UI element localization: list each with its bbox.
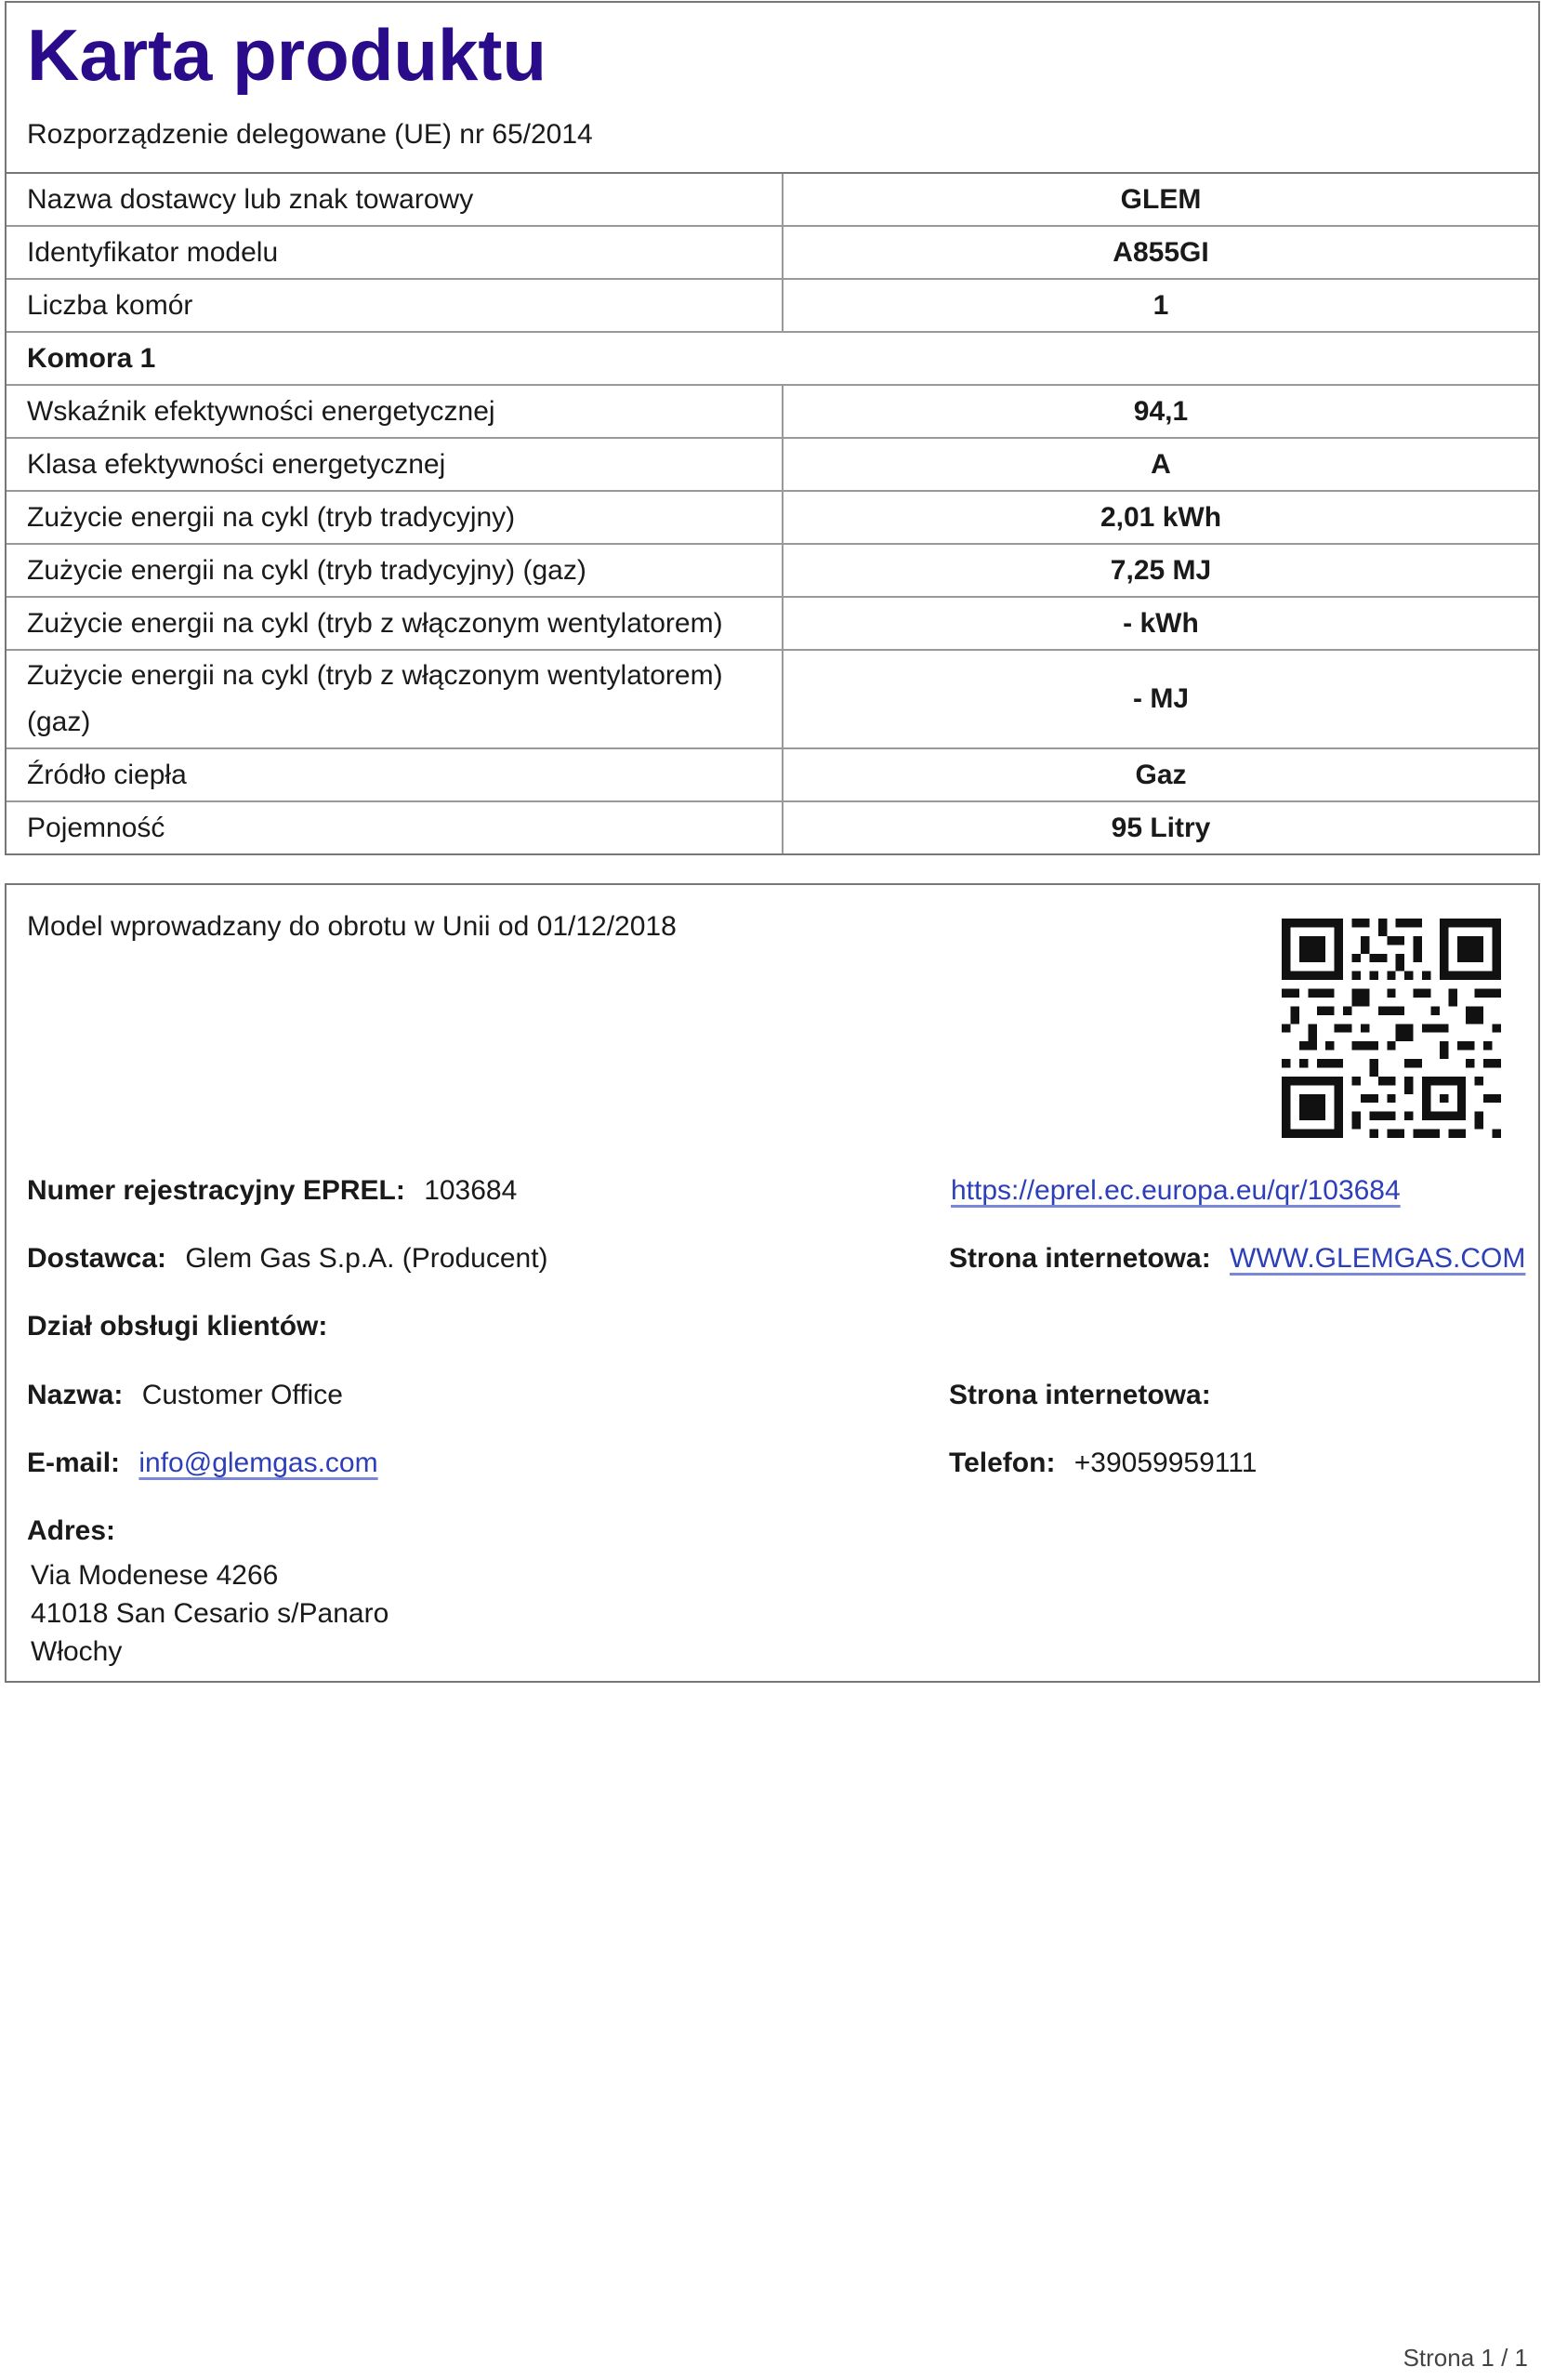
contact-name-value: Customer Office — [141, 1380, 343, 1410]
row-label: Klasa efektywności energetycznej — [7, 438, 783, 491]
address-heading — [27, 1515, 126, 1547]
supplier-row — [27, 1243, 548, 1275]
address-label: Adres: — [27, 1515, 116, 1546]
row-label: Identyfikator modelu — [7, 226, 783, 279]
table-row — [7, 438, 1538, 491]
row-value: 2,01 kWh — [783, 491, 1538, 544]
row-label: Zużycie energii na cykl (tryb z włączonym wentylatorem) — [7, 597, 783, 650]
contact-website-row — [949, 1380, 1222, 1411]
address-line: 41018 San Cesario s/Panaro — [31, 1598, 389, 1629]
eprel-link-row — [951, 1175, 1401, 1207]
address-line: Via Modenese 4266 — [31, 1560, 279, 1591]
row-label: Nazwa dostawcy lub znak towarowy — [7, 174, 783, 226]
phone-row — [949, 1448, 1257, 1479]
email-row — [27, 1448, 378, 1479]
email-label: E-mail: — [27, 1448, 121, 1478]
website-label: Strona internetowa: — [949, 1243, 1211, 1274]
supplier-label: Dostawca: — [27, 1243, 167, 1274]
table-row — [7, 544, 1538, 597]
row-label: Zużycie energii na cykl (tryb tradycyjny) — [7, 491, 783, 544]
table-row — [7, 597, 1538, 650]
row-value: - kWh — [783, 597, 1538, 650]
row-value: 7,25 MJ — [783, 544, 1538, 597]
spec-table — [7, 174, 1538, 855]
row-label: Zużycie energii na cykl (tryb z włączonym wentylatorem) (gaz) — [7, 650, 783, 748]
address-block — [31, 1556, 389, 1671]
table-row — [7, 801, 1538, 854]
website-link[interactable]: WWW.GLEMGAS.COM — [1230, 1243, 1526, 1274]
supplier-info-box — [5, 883, 1540, 1683]
table-row — [7, 226, 1538, 279]
row-value: 94,1 — [783, 385, 1538, 438]
email-link[interactable]: info@glemgas.com — [138, 1448, 378, 1478]
page-title: Karta produktu — [27, 14, 547, 96]
row-label: Liczba komór — [7, 279, 783, 332]
regulation-text: Rozporządzenie delegowane (UE) nr 65/2014 — [7, 98, 1538, 174]
row-value: A855GI — [783, 226, 1538, 279]
table-row — [7, 385, 1538, 438]
row-label: Wskaźnik efektywności energetycznej — [7, 385, 783, 438]
row-value: - MJ — [783, 650, 1538, 748]
section-heading: Komora 1 — [7, 332, 1538, 385]
row-label: Pojemność — [7, 801, 783, 854]
customer-service-heading — [27, 1311, 338, 1342]
page-number: Strona 1 / 1 — [1403, 2344, 1528, 2372]
customer-service-label: Dział obsługi klientów: — [27, 1311, 328, 1342]
contact-name-row — [27, 1380, 343, 1411]
contact-name-label: Nazwa: — [27, 1380, 124, 1410]
eprel-row — [27, 1175, 517, 1207]
table-row — [7, 279, 1538, 332]
website-row — [949, 1243, 1525, 1275]
row-label: Źródło ciepła — [7, 748, 783, 801]
table-row — [7, 174, 1538, 226]
table-row — [7, 491, 1538, 544]
row-value: A — [783, 438, 1538, 491]
supplier-value: Glem Gas S.p.A. (Producent) — [185, 1243, 548, 1274]
row-label: Zużycie energii na cykl (tryb tradycyjny) (gaz) — [7, 544, 783, 597]
row-value: GLEM — [783, 174, 1538, 226]
row-value: Gaz — [783, 748, 1538, 801]
eprel-link[interactable]: https://eprel.ec.europa.eu/qr/103684 — [951, 1175, 1401, 1206]
table-row — [7, 650, 1538, 748]
phone-label: Telefon: — [949, 1448, 1056, 1478]
qr-code-icon[interactable] — [1282, 919, 1501, 1138]
address-line: Włochy — [31, 1636, 123, 1667]
eprel-number: 103684 — [424, 1175, 518, 1206]
row-value: 95 Litry — [783, 801, 1538, 854]
table-row — [7, 748, 1538, 801]
phone-value: +39059959111 — [1073, 1448, 1258, 1478]
contact-website-label: Strona internetowa: — [949, 1380, 1211, 1410]
product-sheet — [5, 1, 1540, 855]
eprel-label: Numer rejestracyjny EPREL: — [27, 1175, 405, 1206]
market-date-text: Model wprowadzany do obrotu w Unii od 01/12/2018 — [27, 911, 677, 942]
section-row — [7, 332, 1538, 385]
row-value: 1 — [783, 279, 1538, 332]
